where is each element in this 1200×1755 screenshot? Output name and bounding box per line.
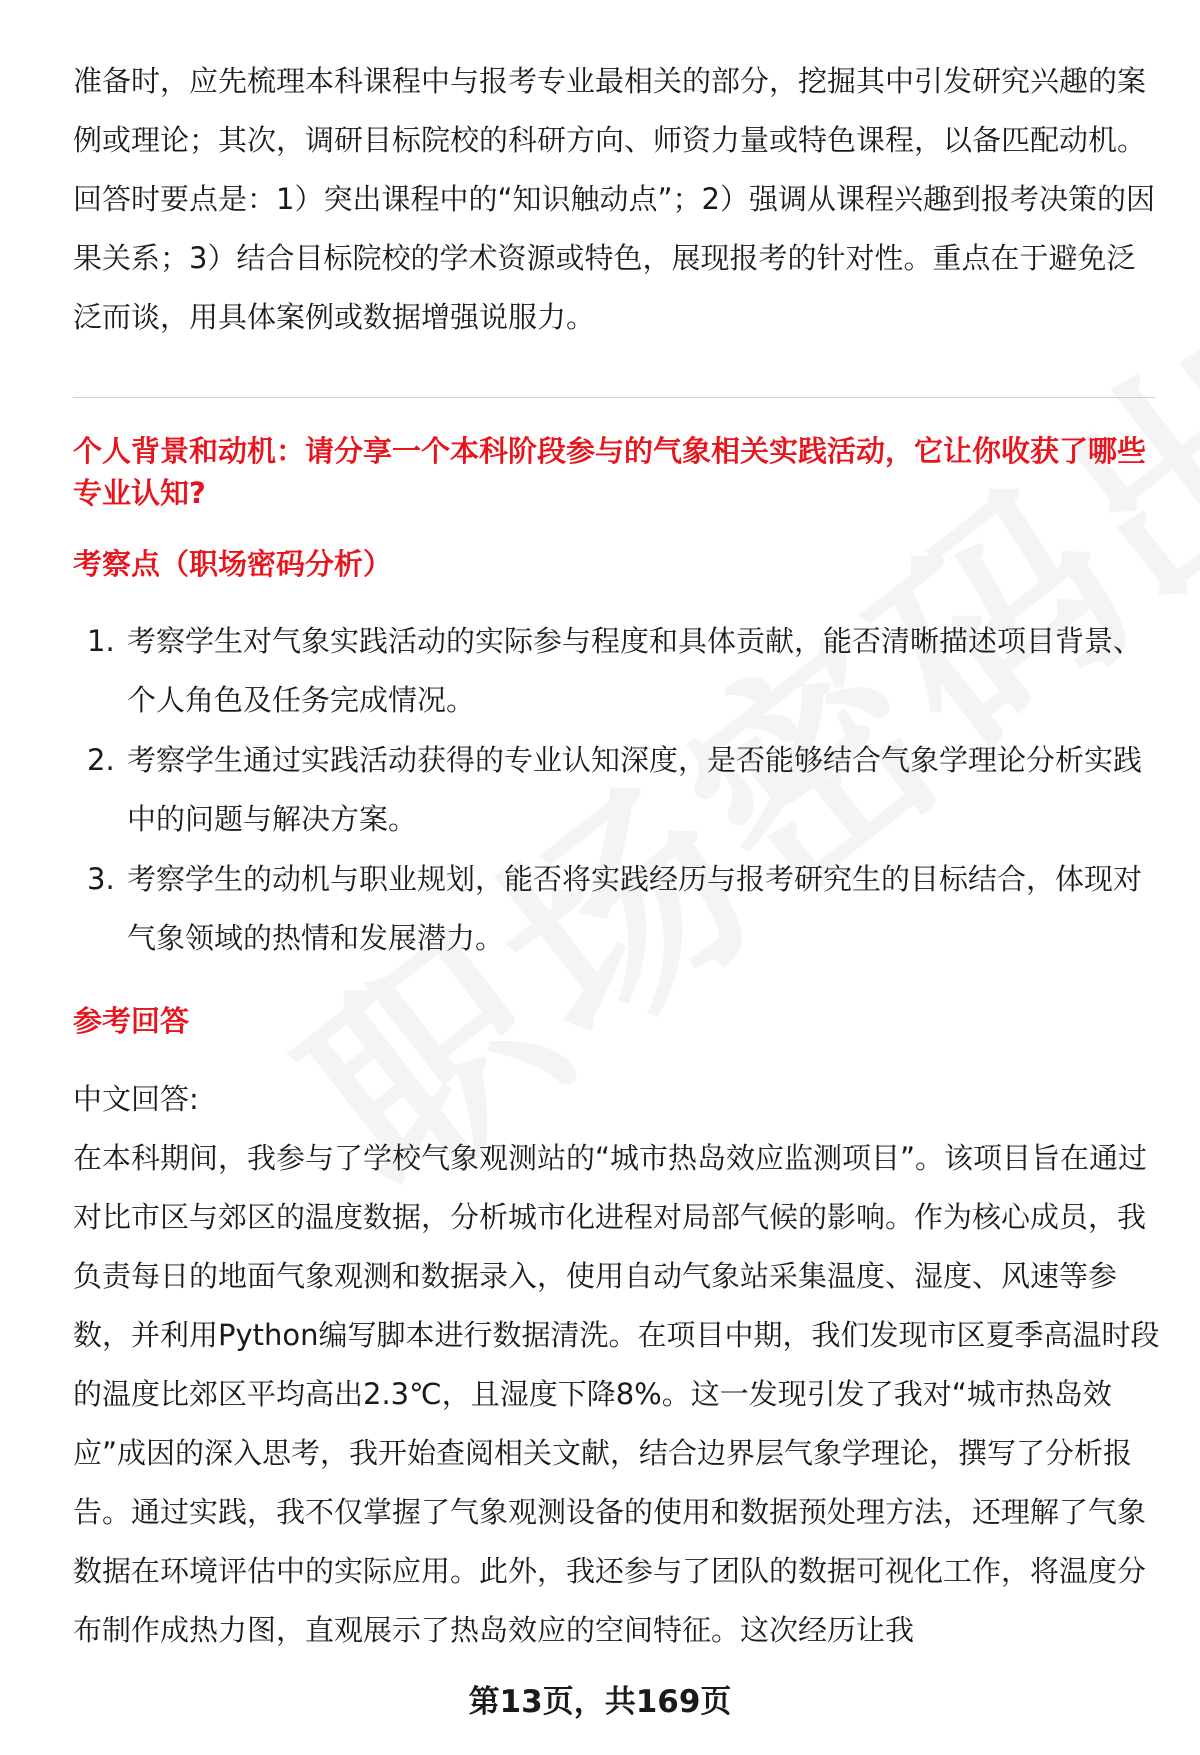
answer-body: 在本科期间，我参与了学校气象观测站的“城市热岛效应监测项目”。该项目旨在通过对比市区与郊区的温度数据，分析城市化进程对局部气候的影响。作为核心成员，我负责每日的地面气象观测和数据录入，使用自动气象站采集温度、湿度、风速等参数，并利用Python编写脚本进行数据清洗。在项目中期，我们发现市区夏季高温时段的温度比郊区平均高出2.3℃，且湿度下降8%。这一发现引发了我对“城市热岛效应”成因的深入思考，我开始查阅相关文献，结合边界层气象学理论，撰写了分析报告。通过实践，我不仅掌握了气象观测设备的使用和数据预处理方法，还理解了气象数据在环境评估中的实际应用。此外，我还参与了团队的数据可视化工作，将温度分布制作成热力图，直观展示了热岛效应的空间特征。这次经历让我 <box>73 1141 1160 1647</box>
intro-paragraph: 准备时，应先梳理本科课程中与报考专业最相关的部分，挖掘其中引发研究兴趣的案例或理论；其次，调研目标院校的科研方向、师资力量或特色课程，以备匹配动机。回答时要点是：1）突出课程中的“知识触动点”；2）强调从课程兴趣到报考决策的因果关系；3）结合目标院校的学术资源或特色，展现报考的针对性。重点在于避免泛泛而谈，用具体案例或数据增强说服力。 <box>73 64 1155 334</box>
section-divider <box>73 397 1155 398</box>
list-item-number: 2. <box>87 743 115 777</box>
list-item-text: 考察学生通过实践活动获得的专业认知深度，是否能够结合气象学理论分析实践中的问题与解决方案。 <box>127 743 1143 836</box>
list-item-text: 考察学生对气象实践活动的实际参与程度和具体贡献，能否清晰描述项目背景、个人角色及任务完成情况。 <box>127 624 1143 717</box>
list-item <box>73 731 1163 849</box>
question-heading: 个人背景和动机：请分享一个本科阶段参与的气象相关实践活动，它让你收获了哪些专业认知? <box>73 434 1147 510</box>
list-item-number: 1. <box>87 624 115 658</box>
list-item <box>73 850 1163 968</box>
answer-label: 中文回答: <box>73 1082 199 1116</box>
answer-title: 参考回答 <box>73 1004 190 1038</box>
points-list <box>73 612 1163 969</box>
list-item-number: 3. <box>87 862 115 896</box>
points-title: 考察点（职场密码分析） <box>73 547 393 581</box>
list-item <box>73 612 1163 730</box>
page-number-footer: 第13页，共169页 <box>468 1684 732 1720</box>
list-item-text: 考察学生的动机与职业规划，能否将实践经历与报考研究生的目标结合，体现对气象领域的热情和发展潜力。 <box>127 862 1143 955</box>
